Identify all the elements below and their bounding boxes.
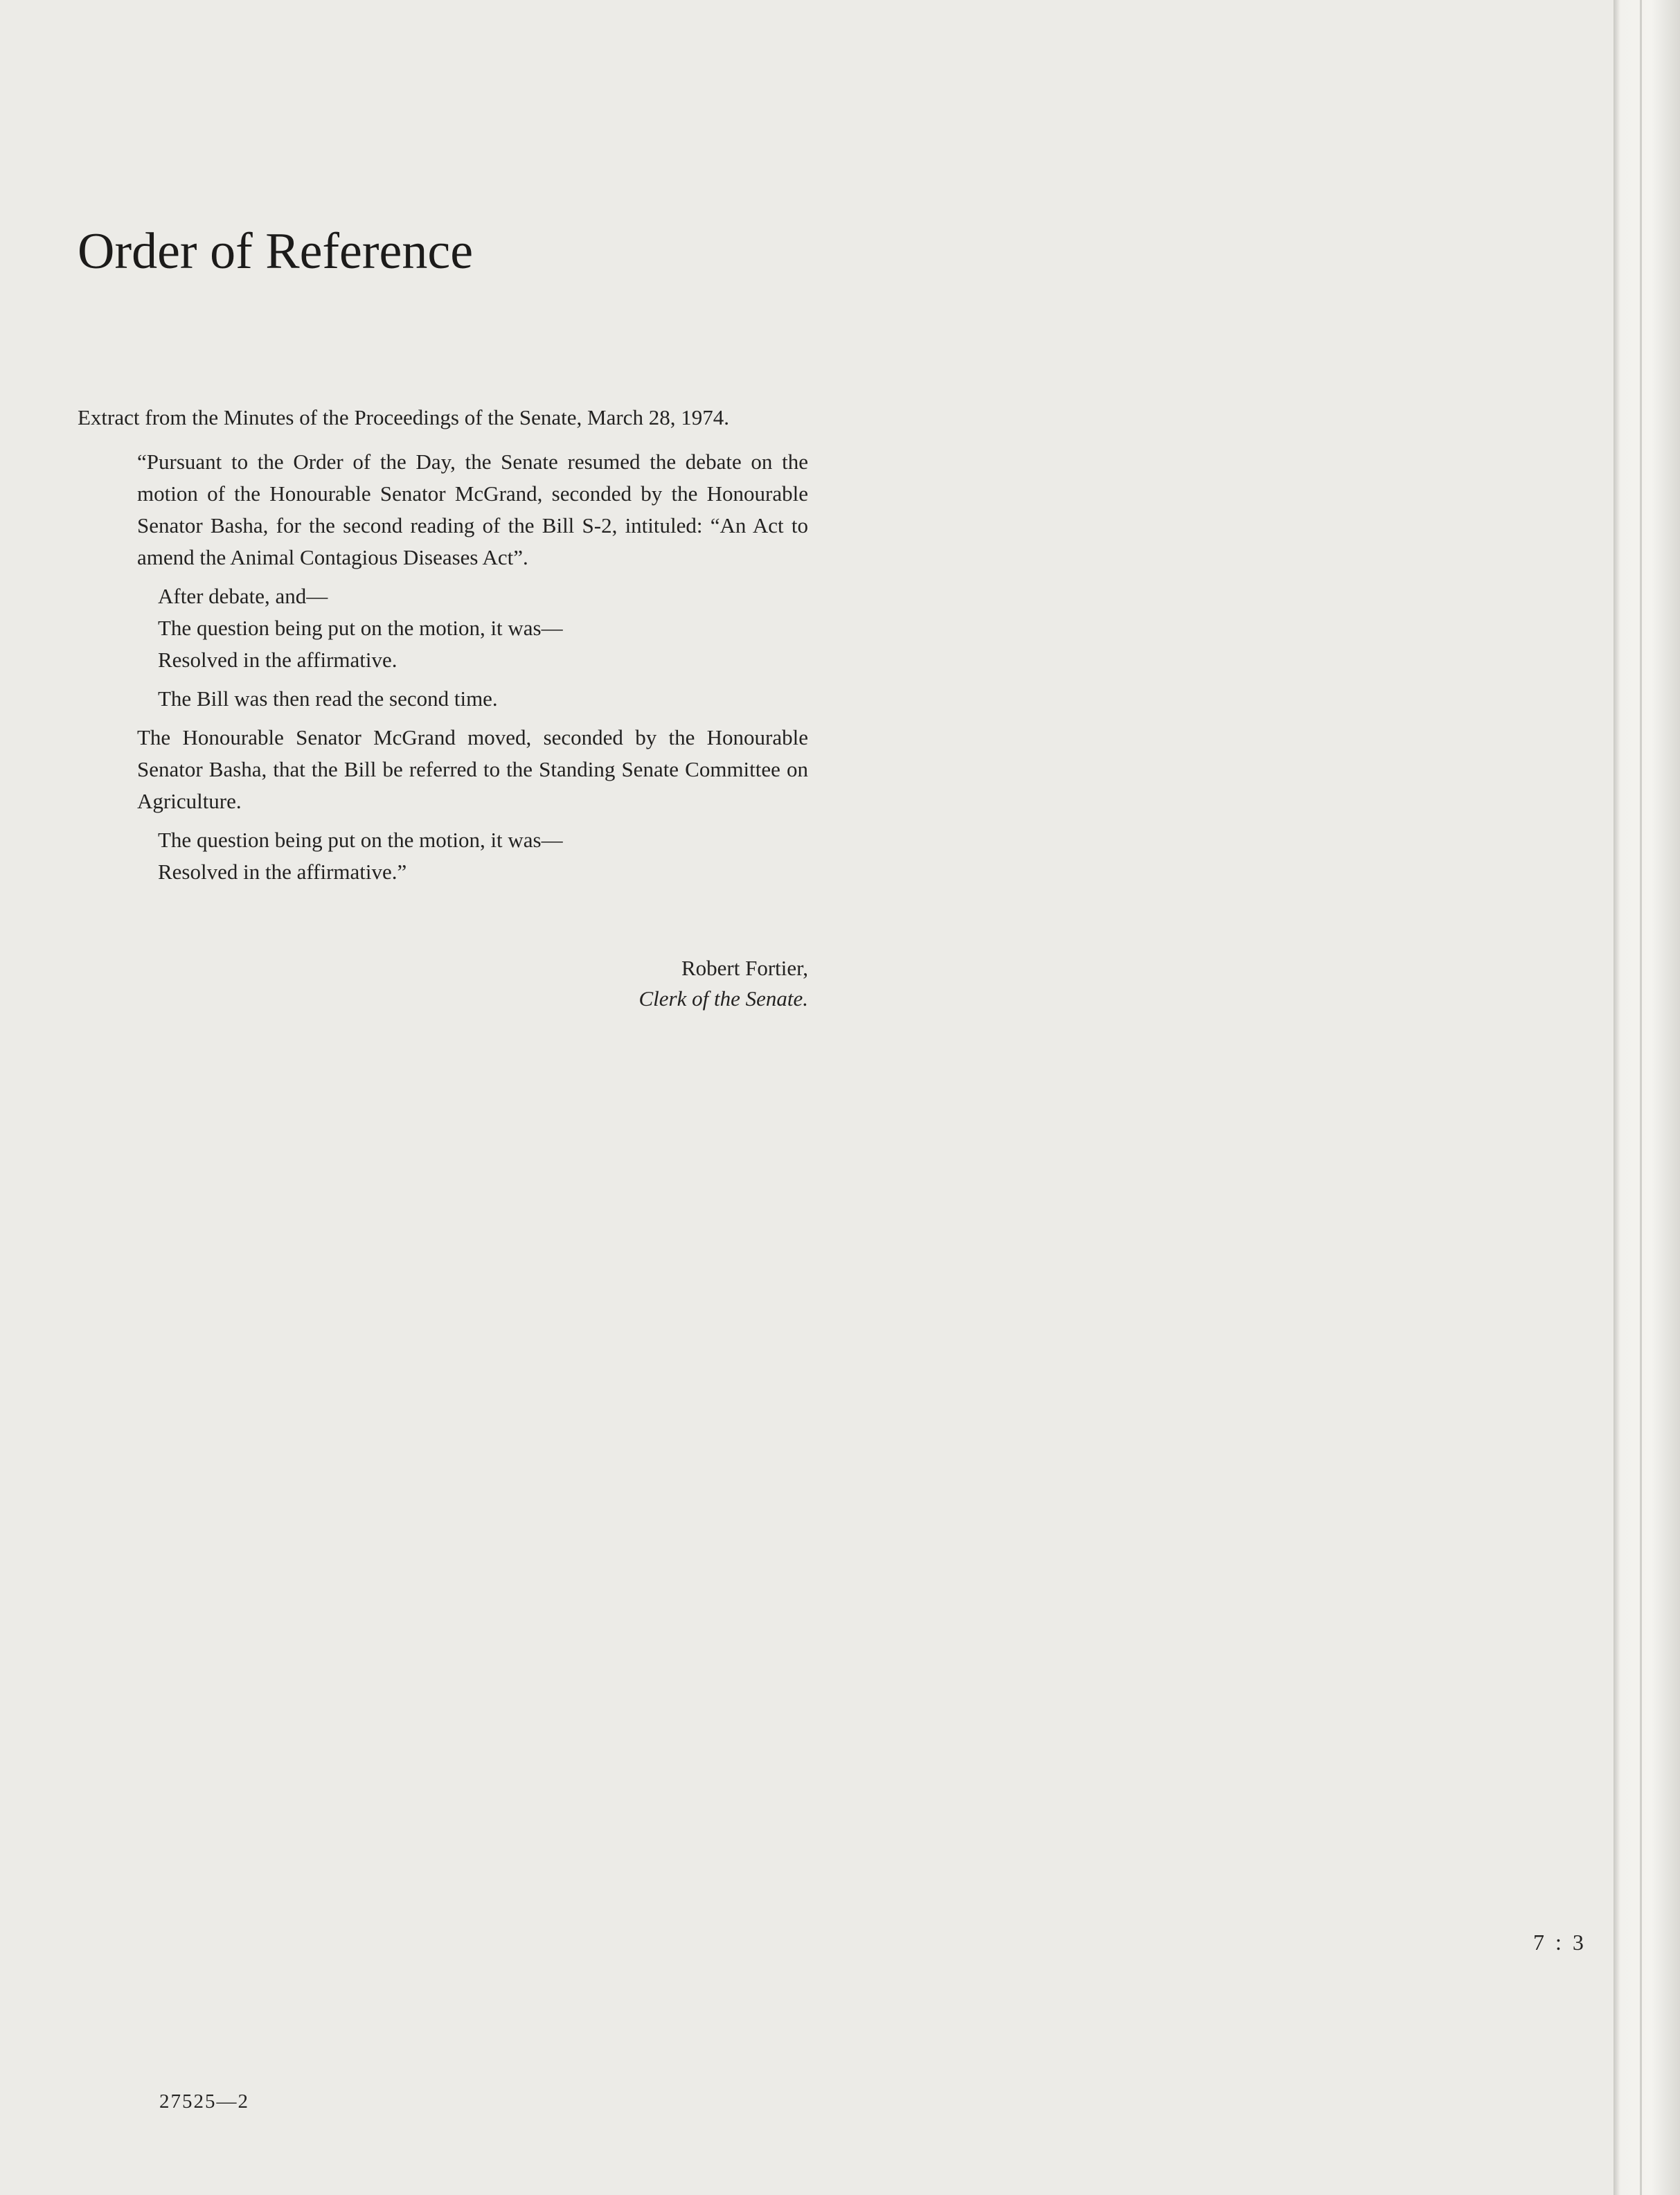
order-of-reference-body <box>78 402 808 888</box>
second-reading-line: The Bill was then read the second time. <box>158 686 498 711</box>
footer-print-code: 27525—2 <box>159 2090 249 2113</box>
motion-paragraph: The Honourable Senator McGrand moved, seconded by the Honourable Senator Basha, that the Bill be referred to the Standing Senate Committee on Agriculture. <box>137 725 808 813</box>
intro-paragraph: Extract from the Minutes of the Proceedings of the Senate, March 28, 1974. <box>78 405 729 429</box>
signature-block <box>485 953 808 1014</box>
page-edge-line <box>1640 0 1642 2195</box>
page-edge-shadow <box>1614 0 1680 2195</box>
question-line-2: The question being put on the motion, it was— <box>158 828 563 852</box>
signature-title: Clerk of the Senate. <box>638 986 808 1011</box>
question-line-1: The question being put on the motion, it was— <box>158 616 563 640</box>
signature-name: Robert Fortier, <box>681 956 808 980</box>
quote-paragraph: “Pursuant to the Order of the Day, the Senate resumed the debate on the motion of the Honourable Senator McGrand, seconded by the Honourable Senator Basha, for the second reading of the Bill S-2, intituled: “An Act to amend the Animal Contagious Diseases Act”. <box>137 450 808 569</box>
resolved-line-2: Resolved in the affirmative.” <box>158 860 407 884</box>
resolved-line-1: Resolved in the affirmative. <box>158 648 397 672</box>
page-title: Order of Reference <box>78 223 474 280</box>
page-number: 7 : 3 <box>1533 1930 1587 1955</box>
after-debate-line: After debate, and— <box>158 584 328 608</box>
